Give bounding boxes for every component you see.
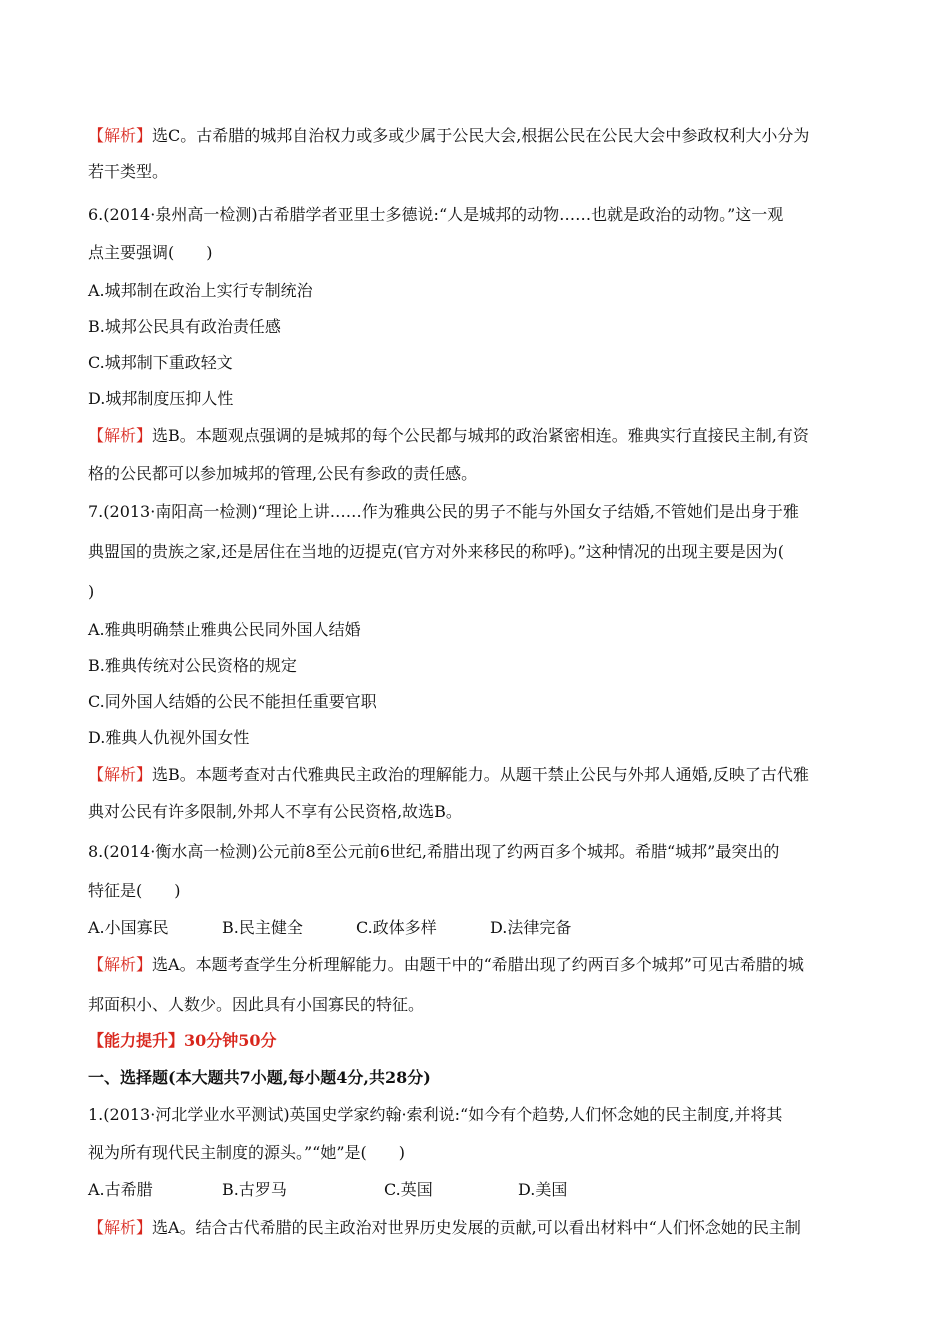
p1-option-d: D.美国 <box>518 1180 568 1199</box>
analysis-line <box>88 126 809 146</box>
analysis-text: 选C。古希腊的城邦自治权力或多或少属于公民大会,根据公民在公民大会中参政权利大小分为 <box>152 126 810 145</box>
analysis-text: 选B。本题考查对古代雅典民主政治的理解能力。从题干禁止公民与外邦人通婚,反映了古代雅 <box>152 765 809 784</box>
analysis-cont: 若干类型。 <box>88 162 169 181</box>
p1-stem: 1.(2013·河北学业水平测试)英国史学家约翰·索利说:“如今有个趋势,人们怀念她的民主制度,并将其 <box>88 1105 783 1124</box>
q6-option-a: A.城邦制在政治上实行专制统治 <box>88 281 313 300</box>
q8-option-c: C.政体多样 <box>356 918 437 937</box>
q6-stem-cont: 点主要强调( ) <box>88 243 213 262</box>
q7-option-c: C.同外国人结婚的公民不能担任重要官职 <box>88 692 377 711</box>
q8-option-a: A.小国寡民 <box>88 918 169 937</box>
analysis-tag: 【解析】 <box>88 955 153 974</box>
p1-option-b: B.古罗马 <box>222 1180 287 1199</box>
q8-option-b: B.民主健全 <box>222 918 303 937</box>
p1-analysis <box>88 1218 801 1238</box>
q7-stem: 7.(2013·南阳高一检测)“理论上讲……作为雅典公民的男子不能与外国女子结婚,不管她们是出身于雅 <box>88 502 799 521</box>
q7-option-a: A.雅典明确禁止雅典公民同外国人结婚 <box>88 620 361 639</box>
analysis-tag: 【解析】 <box>88 426 153 445</box>
p1-option-a: A.古希腊 <box>88 1180 153 1199</box>
q6-stem: 6.(2014·泉州高一检测)古希腊学者亚里士多德说:“人是城邦的动物……也就是政治的动物。”这一观 <box>88 205 784 224</box>
q7-analysis-cont: 典对公民有许多限制,外邦人不享有公民资格,故选B。 <box>88 802 462 821</box>
q7-stem-cont2: ) <box>88 582 95 601</box>
p1-option-c: C.英国 <box>384 1180 433 1199</box>
analysis-tag: 【解析】 <box>88 765 153 784</box>
analysis-text: 选A。结合古代希腊的民主政治对世界历史发展的贡献,可以看出材料中“人们怀念她的民主制 <box>152 1218 801 1237</box>
section-heading-text: 30分钟50分 <box>184 1031 277 1050</box>
q8-stem-cont: 特征是( ) <box>88 881 181 900</box>
analysis-text: 选A。本题考查学生分析理解能力。由题干中的“希腊出现了约两百多个城邦”可见古希腊的城 <box>152 955 804 974</box>
q8-option-d: D.法律完备 <box>490 918 572 937</box>
analysis-text: 选B。本题观点强调的是城邦的每个公民都与城邦的政治紧密相连。雅典实行直接民主制,有资 <box>152 426 809 445</box>
q7-option-b: B.雅典传统对公民资格的规定 <box>88 656 297 675</box>
q8-options <box>88 918 571 938</box>
q6-analysis <box>88 426 809 446</box>
q8-analysis-cont: 邦面积小、人数少。因此具有小国寡民的特征。 <box>88 995 425 1014</box>
q8-stem: 8.(2014·衡水高一检测)公元前8至公元前6世纪,希腊出现了约两百多个城邦。希腊“城邦”最突出的 <box>88 842 780 861</box>
p1-stem-cont: 视为所有现代民主制度的源头。”“她”是( ) <box>88 1143 406 1162</box>
q6-option-d: D.城邦制度压抑人性 <box>88 389 234 408</box>
q6-option-b: B.城邦公民具有政治责任感 <box>88 317 281 336</box>
q7-stem-cont: 典盟国的贵族之家,还是居住在当地的迈提克(官方对外来移民的称呼)。”这种情况的出现主要是因为( <box>88 542 784 561</box>
section-subheading: 一、选择题(本大题共7小题,每小题4分,共28分) <box>88 1068 431 1087</box>
analysis-tag: 【解析】 <box>88 126 153 145</box>
analysis-tag: 【解析】 <box>88 1218 153 1237</box>
q7-option-d: D.雅典人仇视外国女性 <box>88 728 250 747</box>
q8-analysis <box>88 955 804 975</box>
section-heading <box>88 1031 277 1051</box>
q6-option-c: C.城邦制下重政轻文 <box>88 353 233 372</box>
section-heading-tag: 【能力提升】 <box>88 1031 185 1050</box>
q7-analysis <box>88 765 809 785</box>
q6-analysis-cont: 格的公民都可以参加城邦的管理,公民有参政的责任感。 <box>88 464 478 483</box>
p1-options <box>88 1180 567 1200</box>
